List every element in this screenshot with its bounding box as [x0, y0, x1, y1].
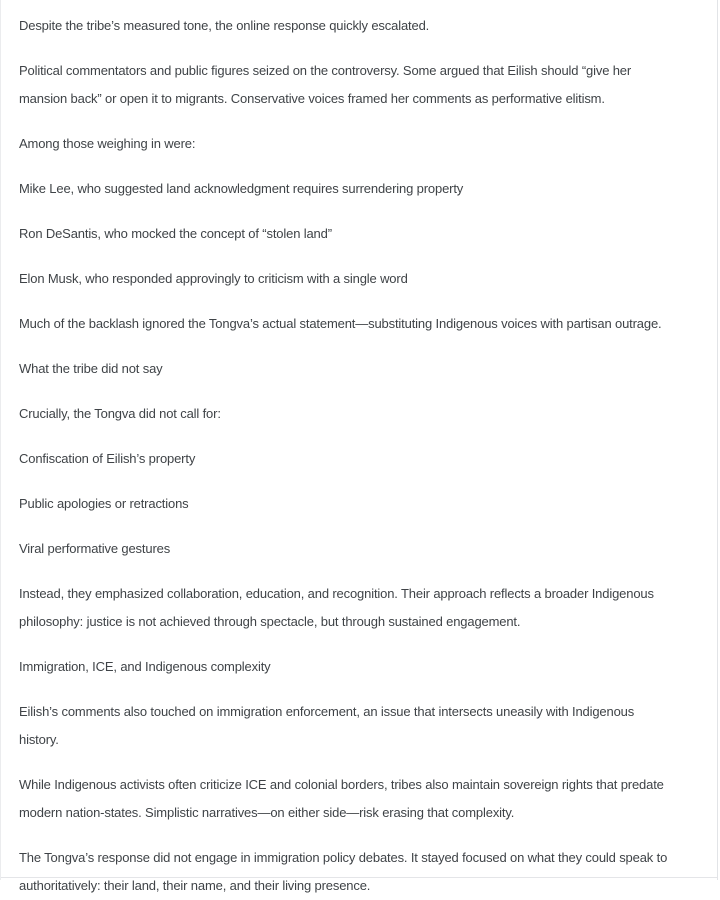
paragraph	[19, 490, 703, 518]
text-line: The Tongva’s response did not engage in immigration policy debates. It stayed focused on what they could speak to	[19, 850, 668, 865]
text-line: Despite the tribe’s measured tone, the online response quickly escalated.	[19, 18, 430, 33]
text-line: What the tribe did not say	[19, 361, 163, 376]
text-line: Political commentators and public figures seized on the controversy. Some argued that Eilish should “give her	[19, 63, 632, 78]
text-line: mansion back” or open it to migrants. Conservative voices framed her comments as performative elitism.	[19, 91, 605, 106]
section-heading	[19, 355, 703, 383]
paragraph	[19, 57, 703, 113]
paragraph	[19, 445, 703, 473]
paragraph	[19, 175, 703, 203]
paragraph	[19, 130, 703, 158]
paragraph	[19, 698, 703, 754]
paragraph	[19, 844, 703, 900]
text-line: Much of the backlash ignored the Tongva’s actual statement—substituting Indigenous voices with partisan outrage.	[19, 316, 662, 331]
text-line: Viral performative gestures	[19, 541, 171, 556]
text-line: Ron DeSantis, who mocked the concept of “stolen land”	[19, 226, 332, 241]
text-line: Crucially, the Tongva did not call for:	[19, 406, 221, 421]
text-line: philosophy: justice is not achieved through spectacle, but through sustained engagement.	[19, 614, 521, 629]
text-line: Instead, they emphasized collaboration, education, and recognition. Their approach reflects a broader Indigenous	[19, 586, 654, 601]
text-line: Confiscation of Eilish’s property	[19, 451, 196, 466]
section-heading	[19, 653, 703, 681]
paragraph	[19, 580, 703, 636]
paragraph	[19, 771, 703, 827]
article-body	[1, 0, 717, 900]
paragraph	[19, 265, 703, 293]
text-line: Public apologies or retractions	[19, 496, 189, 511]
text-line: Eilish’s comments also touched on immigration enforcement, an issue that intersects uneasily with Indigenous	[19, 704, 635, 719]
text-line: Mike Lee, who suggested land acknowledgment requires surrendering property	[19, 181, 464, 196]
paragraph	[19, 12, 703, 40]
text-line: Immigration, ICE, and Indigenous complexity	[19, 659, 271, 674]
bottom-divider	[1, 877, 717, 878]
paragraph	[19, 400, 703, 428]
text-line: history.	[19, 732, 59, 747]
paragraph	[19, 220, 703, 248]
text-line: Elon Musk, who responded approvingly to criticism with a single word	[19, 271, 408, 286]
text-line: modern nation-states. Simplistic narratives—on either side—risk erasing that complexity.	[19, 805, 515, 820]
text-line: authoritatively: their land, their name, and their living presence.	[19, 878, 371, 893]
paragraph	[19, 535, 703, 563]
text-line: Among those weighing in were:	[19, 136, 196, 151]
paragraph	[19, 310, 703, 338]
text-line: While Indigenous activists often criticize ICE and colonial borders, tribes also maintain sovereign rights that predate	[19, 777, 664, 792]
